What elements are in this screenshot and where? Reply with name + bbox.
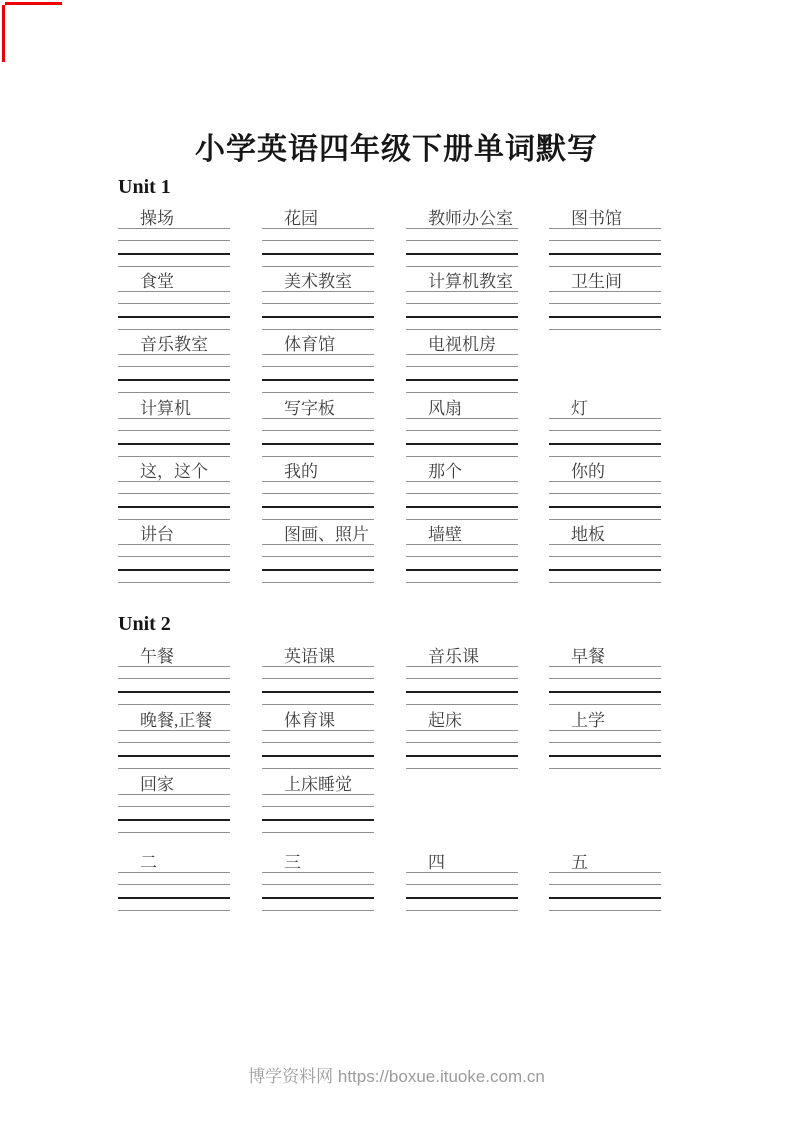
word-cell xyxy=(406,335,518,354)
word-cell xyxy=(262,209,374,228)
writing-line xyxy=(118,291,230,292)
writing-line xyxy=(406,666,518,667)
page-title: 小学英语四年级下册单词默写 xyxy=(195,133,598,166)
word-cell xyxy=(406,209,518,228)
word-prompt: 我的 xyxy=(284,462,318,481)
word-cell xyxy=(406,853,518,872)
word-cell xyxy=(549,525,661,544)
word-prompt: 美术教室 xyxy=(284,272,352,291)
writing-baseline xyxy=(406,506,518,508)
writing-baseline xyxy=(406,443,518,445)
writing-line xyxy=(262,768,374,769)
writing-line xyxy=(118,730,230,731)
writing-line xyxy=(262,303,374,304)
writing-baseline xyxy=(406,253,518,255)
word-cell xyxy=(549,399,661,418)
writing-line xyxy=(406,366,518,367)
writing-baseline xyxy=(262,755,374,757)
writing-line xyxy=(118,806,230,807)
word-prompt: 卫生间 xyxy=(571,272,622,291)
writing-line xyxy=(262,266,374,267)
writing-line xyxy=(262,794,374,795)
writing-line xyxy=(118,366,230,367)
writing-baseline xyxy=(549,443,661,445)
word-prompt: 食堂 xyxy=(140,272,174,291)
writing-baseline xyxy=(549,506,661,508)
word-prompt: 计算机教室 xyxy=(428,272,513,291)
word-cell xyxy=(118,775,230,794)
writing-line xyxy=(406,329,518,330)
writing-baseline xyxy=(549,691,661,693)
writing-line xyxy=(406,704,518,705)
writing-line xyxy=(406,481,518,482)
word-cell xyxy=(262,272,374,291)
word-cell xyxy=(549,711,661,730)
word-prompt: 音乐教室 xyxy=(140,335,208,354)
writing-line xyxy=(549,329,661,330)
writing-line xyxy=(262,456,374,457)
writing-baseline xyxy=(118,443,230,445)
writing-baseline xyxy=(118,253,230,255)
word-cell xyxy=(262,647,374,666)
writing-line xyxy=(262,872,374,873)
writing-line xyxy=(406,354,518,355)
footer-watermark: 博学资料网 https://boxue.ituoke.com.cn xyxy=(248,1067,545,1086)
word-cell xyxy=(118,399,230,418)
word-prompt: 灯 xyxy=(571,399,588,418)
writing-baseline xyxy=(406,691,518,693)
word-cell xyxy=(262,335,374,354)
writing-line xyxy=(406,872,518,873)
word-prompt: 这，这个 xyxy=(140,462,208,481)
word-prompt: 教师办公室 xyxy=(428,209,513,228)
writing-baseline xyxy=(262,691,374,693)
word-cell xyxy=(262,399,374,418)
writing-line xyxy=(262,240,374,241)
writing-baseline xyxy=(118,691,230,693)
word-prompt: 地板 xyxy=(571,525,605,544)
word-prompt: 体育馆 xyxy=(284,335,335,354)
writing-line xyxy=(549,666,661,667)
writing-line xyxy=(262,678,374,679)
writing-line xyxy=(118,418,230,419)
writing-line xyxy=(118,832,230,833)
writing-line xyxy=(118,666,230,667)
writing-baseline xyxy=(118,819,230,821)
word-prompt: 操场 xyxy=(140,209,174,228)
word-prompt: 五 xyxy=(571,853,588,872)
writing-line xyxy=(262,666,374,667)
word-cell xyxy=(406,462,518,481)
writing-line xyxy=(262,544,374,545)
writing-line xyxy=(406,291,518,292)
writing-line xyxy=(118,704,230,705)
word-prompt: 体育课 xyxy=(284,711,335,730)
writing-line xyxy=(262,519,374,520)
writing-line xyxy=(262,704,374,705)
word-prompt: 晚餐,正餐 xyxy=(140,711,213,730)
word-cell xyxy=(549,209,661,228)
word-cell xyxy=(262,462,374,481)
word-cell xyxy=(549,272,661,291)
writing-line xyxy=(406,418,518,419)
writing-line xyxy=(406,266,518,267)
word-prompt: 你的 xyxy=(571,462,605,481)
writing-line xyxy=(406,556,518,557)
writing-line xyxy=(406,884,518,885)
writing-baseline xyxy=(406,316,518,318)
writing-line xyxy=(549,456,661,457)
page-corner-mark-vertical xyxy=(2,5,5,62)
writing-line xyxy=(262,582,374,583)
writing-line xyxy=(262,730,374,731)
word-cell xyxy=(549,853,661,872)
writing-baseline xyxy=(118,379,230,381)
writing-line xyxy=(118,303,230,304)
writing-baseline xyxy=(262,316,374,318)
writing-line xyxy=(118,872,230,873)
writing-line xyxy=(118,240,230,241)
word-cell xyxy=(262,775,374,794)
writing-line xyxy=(549,768,661,769)
writing-line xyxy=(549,730,661,731)
writing-baseline xyxy=(262,569,374,571)
writing-line xyxy=(549,519,661,520)
writing-line xyxy=(549,678,661,679)
word-prompt: 讲台 xyxy=(140,525,174,544)
word-prompt: 写字板 xyxy=(284,399,335,418)
writing-baseline xyxy=(549,316,661,318)
writing-line xyxy=(406,456,518,457)
word-prompt: 三 xyxy=(284,853,301,872)
unit-heading: Unit 1 xyxy=(118,176,171,198)
unit-heading: Unit 2 xyxy=(118,613,171,635)
writing-line xyxy=(262,556,374,557)
writing-line xyxy=(118,768,230,769)
writing-line xyxy=(262,291,374,292)
writing-line xyxy=(262,430,374,431)
writing-line xyxy=(549,544,661,545)
word-cell xyxy=(262,525,374,544)
writing-line xyxy=(406,910,518,911)
writing-line xyxy=(406,493,518,494)
word-prompt: 风扇 xyxy=(428,399,462,418)
writing-baseline xyxy=(406,569,518,571)
word-prompt: 早餐 xyxy=(571,647,605,666)
writing-line xyxy=(406,678,518,679)
writing-line xyxy=(406,519,518,520)
writing-baseline xyxy=(549,755,661,757)
writing-line xyxy=(549,884,661,885)
writing-line xyxy=(549,430,661,431)
writing-baseline xyxy=(549,897,661,899)
word-cell xyxy=(406,711,518,730)
writing-baseline xyxy=(406,755,518,757)
writing-baseline xyxy=(118,506,230,508)
writing-line xyxy=(406,742,518,743)
writing-line xyxy=(118,329,230,330)
writing-line xyxy=(118,556,230,557)
writing-baseline xyxy=(262,897,374,899)
word-prompt: 音乐课 xyxy=(428,647,479,666)
word-prompt: 图画、照片 xyxy=(284,525,369,544)
writing-baseline xyxy=(262,253,374,255)
writing-line xyxy=(262,354,374,355)
writing-line xyxy=(406,768,518,769)
writing-line xyxy=(549,872,661,873)
word-cell xyxy=(118,853,230,872)
word-cell xyxy=(118,647,230,666)
writing-baseline xyxy=(549,253,661,255)
word-prompt: 上学 xyxy=(571,711,605,730)
writing-line xyxy=(549,704,661,705)
writing-line xyxy=(118,456,230,457)
word-prompt: 起床 xyxy=(428,711,462,730)
word-cell xyxy=(118,209,230,228)
word-prompt: 二 xyxy=(140,853,157,872)
writing-baseline xyxy=(118,316,230,318)
writing-line xyxy=(118,493,230,494)
writing-line xyxy=(406,430,518,431)
writing-line xyxy=(262,392,374,393)
writing-line xyxy=(118,430,230,431)
word-cell xyxy=(118,335,230,354)
word-prompt: 那个 xyxy=(428,462,462,481)
writing-line xyxy=(262,742,374,743)
writing-baseline xyxy=(118,569,230,571)
writing-line xyxy=(549,742,661,743)
word-prompt: 图书馆 xyxy=(571,209,622,228)
word-prompt: 上床睡觉 xyxy=(284,775,352,794)
writing-line xyxy=(262,366,374,367)
writing-line xyxy=(118,519,230,520)
word-cell xyxy=(549,462,661,481)
writing-line xyxy=(118,794,230,795)
writing-line xyxy=(549,240,661,241)
writing-line xyxy=(549,303,661,304)
writing-line xyxy=(549,910,661,911)
word-cell xyxy=(262,711,374,730)
writing-line xyxy=(118,678,230,679)
writing-line xyxy=(262,481,374,482)
word-prompt: 墙壁 xyxy=(428,525,462,544)
writing-line xyxy=(262,418,374,419)
word-cell xyxy=(549,647,661,666)
writing-baseline xyxy=(262,443,374,445)
writing-line xyxy=(118,354,230,355)
word-cell xyxy=(262,853,374,872)
writing-line xyxy=(118,481,230,482)
writing-line xyxy=(549,266,661,267)
writing-line xyxy=(406,582,518,583)
writing-baseline xyxy=(118,755,230,757)
writing-line xyxy=(549,291,661,292)
writing-line xyxy=(262,806,374,807)
word-prompt: 四 xyxy=(428,853,445,872)
writing-baseline xyxy=(406,379,518,381)
writing-line xyxy=(118,266,230,267)
writing-line xyxy=(262,228,374,229)
writing-line xyxy=(549,228,661,229)
writing-line xyxy=(549,481,661,482)
writing-line xyxy=(406,228,518,229)
writing-line xyxy=(118,228,230,229)
word-cell xyxy=(118,711,230,730)
word-cell xyxy=(406,525,518,544)
writing-line xyxy=(118,910,230,911)
writing-line xyxy=(406,730,518,731)
writing-line xyxy=(118,884,230,885)
writing-baseline xyxy=(262,506,374,508)
word-cell xyxy=(406,647,518,666)
writing-line xyxy=(406,303,518,304)
writing-baseline xyxy=(262,379,374,381)
writing-line xyxy=(118,582,230,583)
page-corner-mark-horizontal xyxy=(5,2,62,5)
writing-line xyxy=(549,493,661,494)
word-cell xyxy=(118,462,230,481)
writing-line xyxy=(549,582,661,583)
writing-line xyxy=(549,418,661,419)
word-prompt: 午餐 xyxy=(140,647,174,666)
word-cell xyxy=(118,525,230,544)
writing-baseline xyxy=(549,569,661,571)
word-prompt: 计算机 xyxy=(140,399,191,418)
writing-line xyxy=(406,240,518,241)
writing-baseline xyxy=(262,819,374,821)
writing-line xyxy=(118,544,230,545)
writing-line xyxy=(118,742,230,743)
word-prompt: 回家 xyxy=(140,775,174,794)
writing-line xyxy=(262,832,374,833)
word-prompt: 花园 xyxy=(284,209,318,228)
writing-line xyxy=(406,392,518,393)
word-prompt: 电视机房 xyxy=(428,335,496,354)
writing-line xyxy=(549,556,661,557)
writing-line xyxy=(262,910,374,911)
writing-baseline xyxy=(118,897,230,899)
writing-baseline xyxy=(406,897,518,899)
word-prompt: 英语课 xyxy=(284,647,335,666)
writing-line xyxy=(406,544,518,545)
writing-line xyxy=(262,329,374,330)
word-cell xyxy=(406,399,518,418)
writing-line xyxy=(262,884,374,885)
writing-line xyxy=(262,493,374,494)
word-cell xyxy=(118,272,230,291)
word-cell xyxy=(406,272,518,291)
writing-line xyxy=(118,392,230,393)
